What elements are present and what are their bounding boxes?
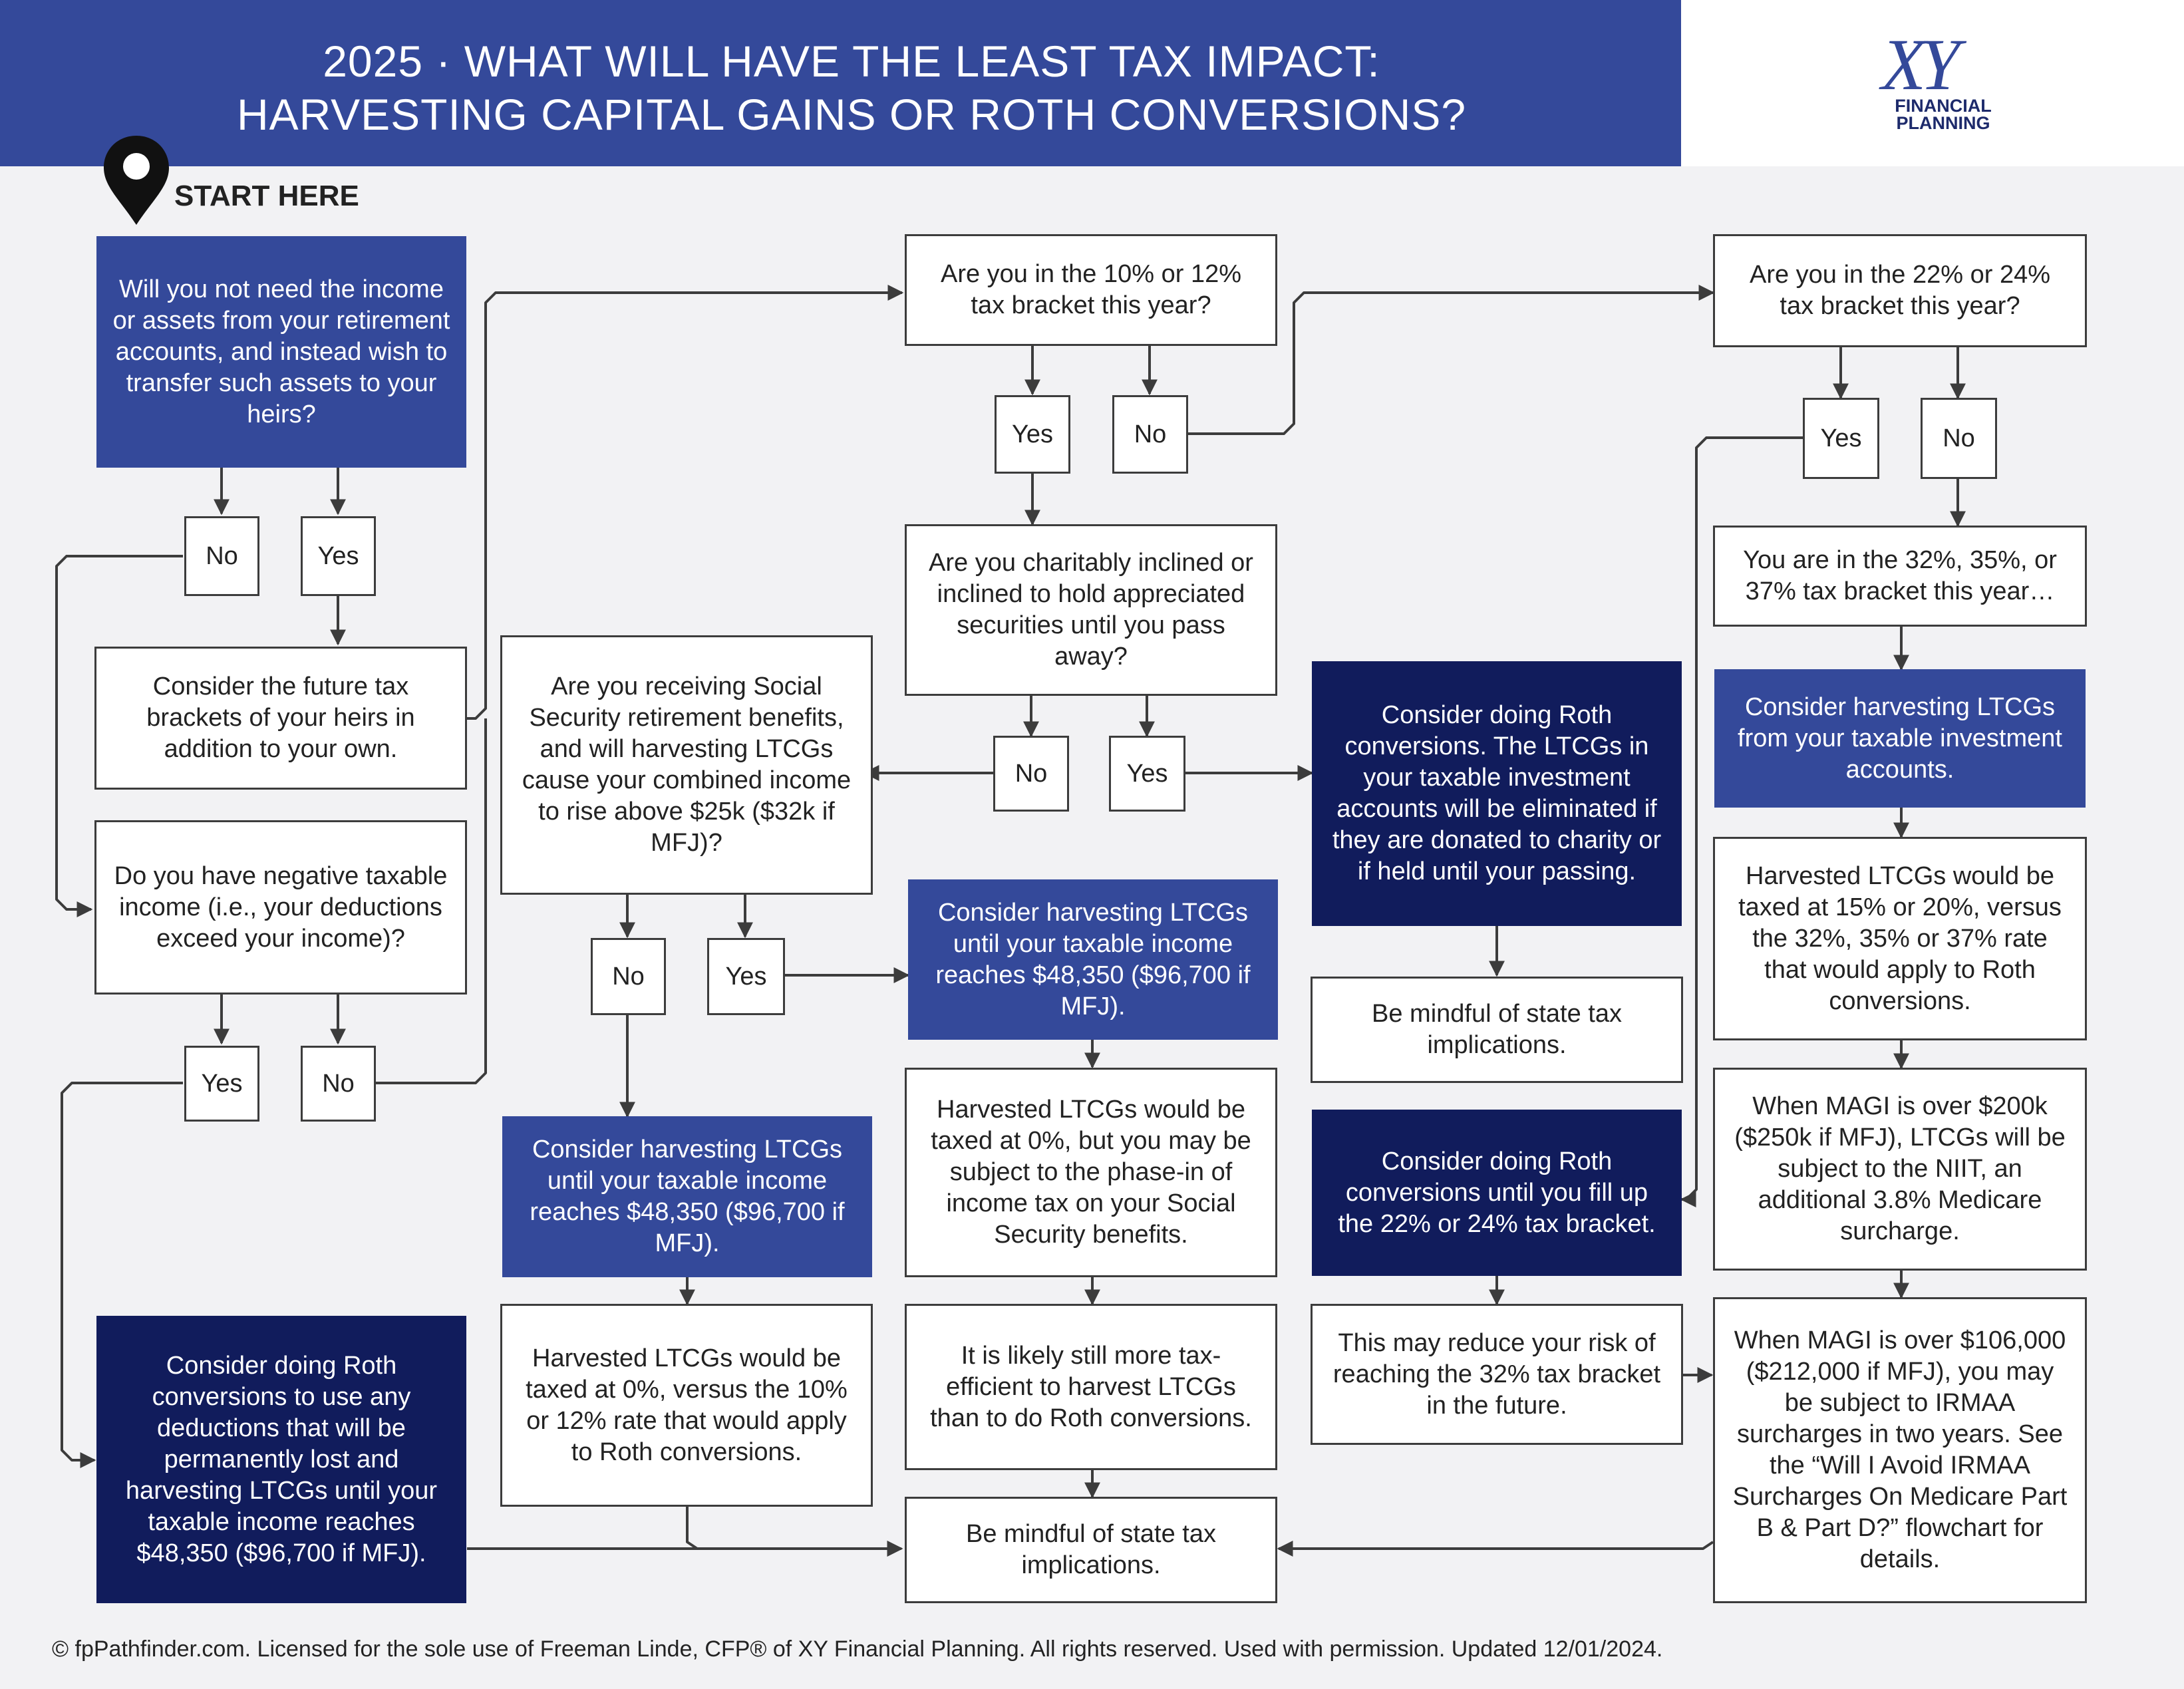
harvested-zero-phase-in-text: Harvested LTCGs would be taxed at 0%, but you may be subject to the phase-in of income tax on your Social Security benefits.	[931, 1096, 1251, 1249]
logo-line-2: PLANNING	[1896, 113, 1990, 133]
answer-heirs-no	[184, 516, 259, 596]
harvested-zero-vs-rate-text: Harvested LTCGs would be taxed at 0%, versus the 10% or 12% rate that would apply to Roth conversions.	[526, 1344, 848, 1466]
state-tax-implications-right-text: Be mindful of state tax implications.	[1372, 1000, 1622, 1059]
roth-conversion-charity-text: Consider doing Roth conversions. The LTCGs in your taxable investment accounts will be eliminated if they are donated to charity or if held until your passing.	[1332, 701, 1662, 885]
page-title-line-2: HARVESTING CAPITAL GAINS OR ROTH CONVERSIONS?	[236, 90, 1467, 139]
in-32-35-37-bracket	[1713, 526, 2087, 627]
answer-charitable-no-label: No	[1014, 759, 1048, 788]
consider-heirs-brackets-text: Consider the future tax brackets of your heirs in addition to your own.	[146, 673, 415, 763]
question-transfer-to-heirs	[96, 236, 466, 468]
harvested-zero-phase-in	[905, 1068, 1277, 1277]
question-transfer-to-heirs-text: Will you not need the income or assets from your retirement accounts, and instead wish to transfer such assets to your heirs?	[112, 275, 450, 428]
question-10-12-bracket-text: Are you in the 10% or 12% tax bracket this year?	[940, 260, 1242, 319]
magi-irmaa-surcharge	[1713, 1297, 2087, 1603]
harvested-15-20	[1713, 837, 2087, 1040]
question-22-24-bracket	[1713, 234, 2087, 347]
question-22-24-bracket-text: Are you in the 22% or 24% tax bracket this year?	[1749, 261, 2051, 320]
answer-ss-no	[591, 938, 666, 1015]
question-charitable-text: Are you charitably inclined or inclined to hold appreciated securities until you pass away?	[929, 549, 1253, 671]
reduce-32-bracket-risk	[1311, 1304, 1683, 1445]
answer-negative-yes-label: Yes	[201, 1069, 243, 1098]
answer-10-12-yes-label: Yes	[1012, 420, 1053, 448]
roth-conversion-deductions-text: Consider doing Roth conversions to use any deductions that will be permanently lost and harvesting LTCGs until your taxable income reaches $48,350 ($96,700 if MFJ).	[125, 1351, 438, 1567]
magi-niit-surcharge-text: When MAGI is over $200k ($250k if MFJ), LTCGs will be subject to the NIIT, an additional 3.8% Medicare surcharge.	[1734, 1092, 2066, 1245]
harvest-ltcg-48350-b	[908, 879, 1278, 1040]
logo-mark: XY	[1881, 24, 1954, 105]
question-charitable	[905, 524, 1277, 696]
harvested-15-20-text: Harvested LTCGs would be taxed at 15% or 20%, versus the 32%, 35% or 37% rate that would apply to Roth conversions.	[1738, 861, 2062, 1015]
answer-10-12-no	[1112, 395, 1188, 474]
answer-negative-yes	[184, 1046, 259, 1122]
answer-ss-no-label: No	[612, 962, 645, 991]
answer-ss-yes	[707, 938, 785, 1015]
roth-conversion-fill-22-24	[1312, 1110, 1682, 1276]
question-social-security	[500, 635, 873, 895]
question-negative-income-text: Do you have negative taxable income (i.e., your deductions exceed your income)?	[114, 861, 448, 953]
harvested-zero-vs-rate	[500, 1304, 873, 1507]
harvest-taxable-accounts	[1714, 669, 2086, 808]
magi-irmaa-surcharge-text: When MAGI is over $106,000 ($212,000 if MFJ), you may be subject to IRMAA surcharges in two years. See the “Will I Avoid IRMAA Surcharges On Medicare Part B & Part D?” flowchart for details.	[1732, 1326, 2068, 1573]
answer-ss-yes-label: Yes	[725, 962, 767, 991]
answer-heirs-no-label: No	[206, 541, 238, 570]
answer-negative-no	[301, 1046, 376, 1122]
answer-charitable-yes-label: Yes	[1126, 759, 1168, 788]
answer-22-24-no	[1921, 398, 1997, 479]
question-10-12-bracket	[905, 234, 1277, 346]
question-negative-income	[94, 820, 467, 995]
answer-10-12-no-label: No	[1134, 420, 1167, 448]
in-32-35-37-bracket-text: You are in the 32%, 35%, or 37% tax bracket this year…	[1743, 546, 2057, 605]
page-title-line-1: 2025 · WHAT WILL HAVE THE LEAST TAX IMPACT:	[323, 37, 1380, 86]
still-more-tax-efficient	[905, 1304, 1277, 1470]
answer-heirs-yes-label: Yes	[317, 541, 359, 570]
roth-conversion-charity	[1312, 661, 1682, 926]
answer-charitable-yes	[1109, 736, 1185, 812]
harvest-taxable-accounts-text: Consider harvesting LTCGs from your taxable investment accounts.	[1738, 692, 2062, 784]
answer-22-24-yes-label: Yes	[1820, 424, 1862, 452]
harvest-ltcg-48350-b-text: Consider harvesting LTCGs until your taxable income reaches $48,350 ($96,700 if MFJ).	[935, 898, 1251, 1020]
harvest-ltcg-48350-a-text: Consider harvesting LTCGs until your taxable income reaches $48,350 ($96,700 if MFJ).	[530, 1136, 845, 1257]
roth-conversion-deductions	[96, 1316, 466, 1603]
question-social-security-text: Are you receiving Social Security retirement benefits, and will harvesting LTCGs cause your combined income to rise above $25k ($32k if MFJ)?	[522, 673, 852, 857]
answer-negative-no-label: No	[322, 1069, 355, 1098]
state-tax-implications-center	[905, 1497, 1277, 1603]
logo-line-1: FINANCIAL	[1895, 96, 1992, 116]
state-tax-implications-center-text: Be mindful of state tax implications.	[966, 1520, 1216, 1579]
start-here-label: START HERE	[174, 180, 359, 212]
roth-conversion-fill-22-24-text: Consider doing Roth conversions until you fill up the 22% or 24% tax bracket.	[1338, 1147, 1656, 1238]
footer-copyright: © fpPathfinder.com. Licensed for the sole use of Freeman Linde, CFP® of XY Financial Planning. All rights reserved. Used with permission. Updated 12/01/2024.	[52, 1636, 1663, 1662]
consider-heirs-brackets	[94, 647, 467, 790]
still-more-tax-efficient-text: It is likely still more tax-efficient to harvest LTCGs than to do Roth conversions.	[930, 1341, 1252, 1432]
answer-22-24-yes	[1803, 398, 1879, 479]
reduce-32-bracket-risk-text: This may reduce your risk of reaching the 32% tax bracket in the future.	[1332, 1328, 1661, 1420]
harvest-ltcg-48350-a	[502, 1116, 872, 1277]
state-tax-implications-right	[1311, 977, 1683, 1083]
answer-22-24-no-label: No	[1943, 424, 1975, 452]
answer-charitable-no	[993, 736, 1069, 812]
answer-heirs-yes	[301, 516, 376, 596]
answer-10-12-yes	[995, 395, 1070, 474]
magi-niit-surcharge	[1713, 1068, 2087, 1271]
